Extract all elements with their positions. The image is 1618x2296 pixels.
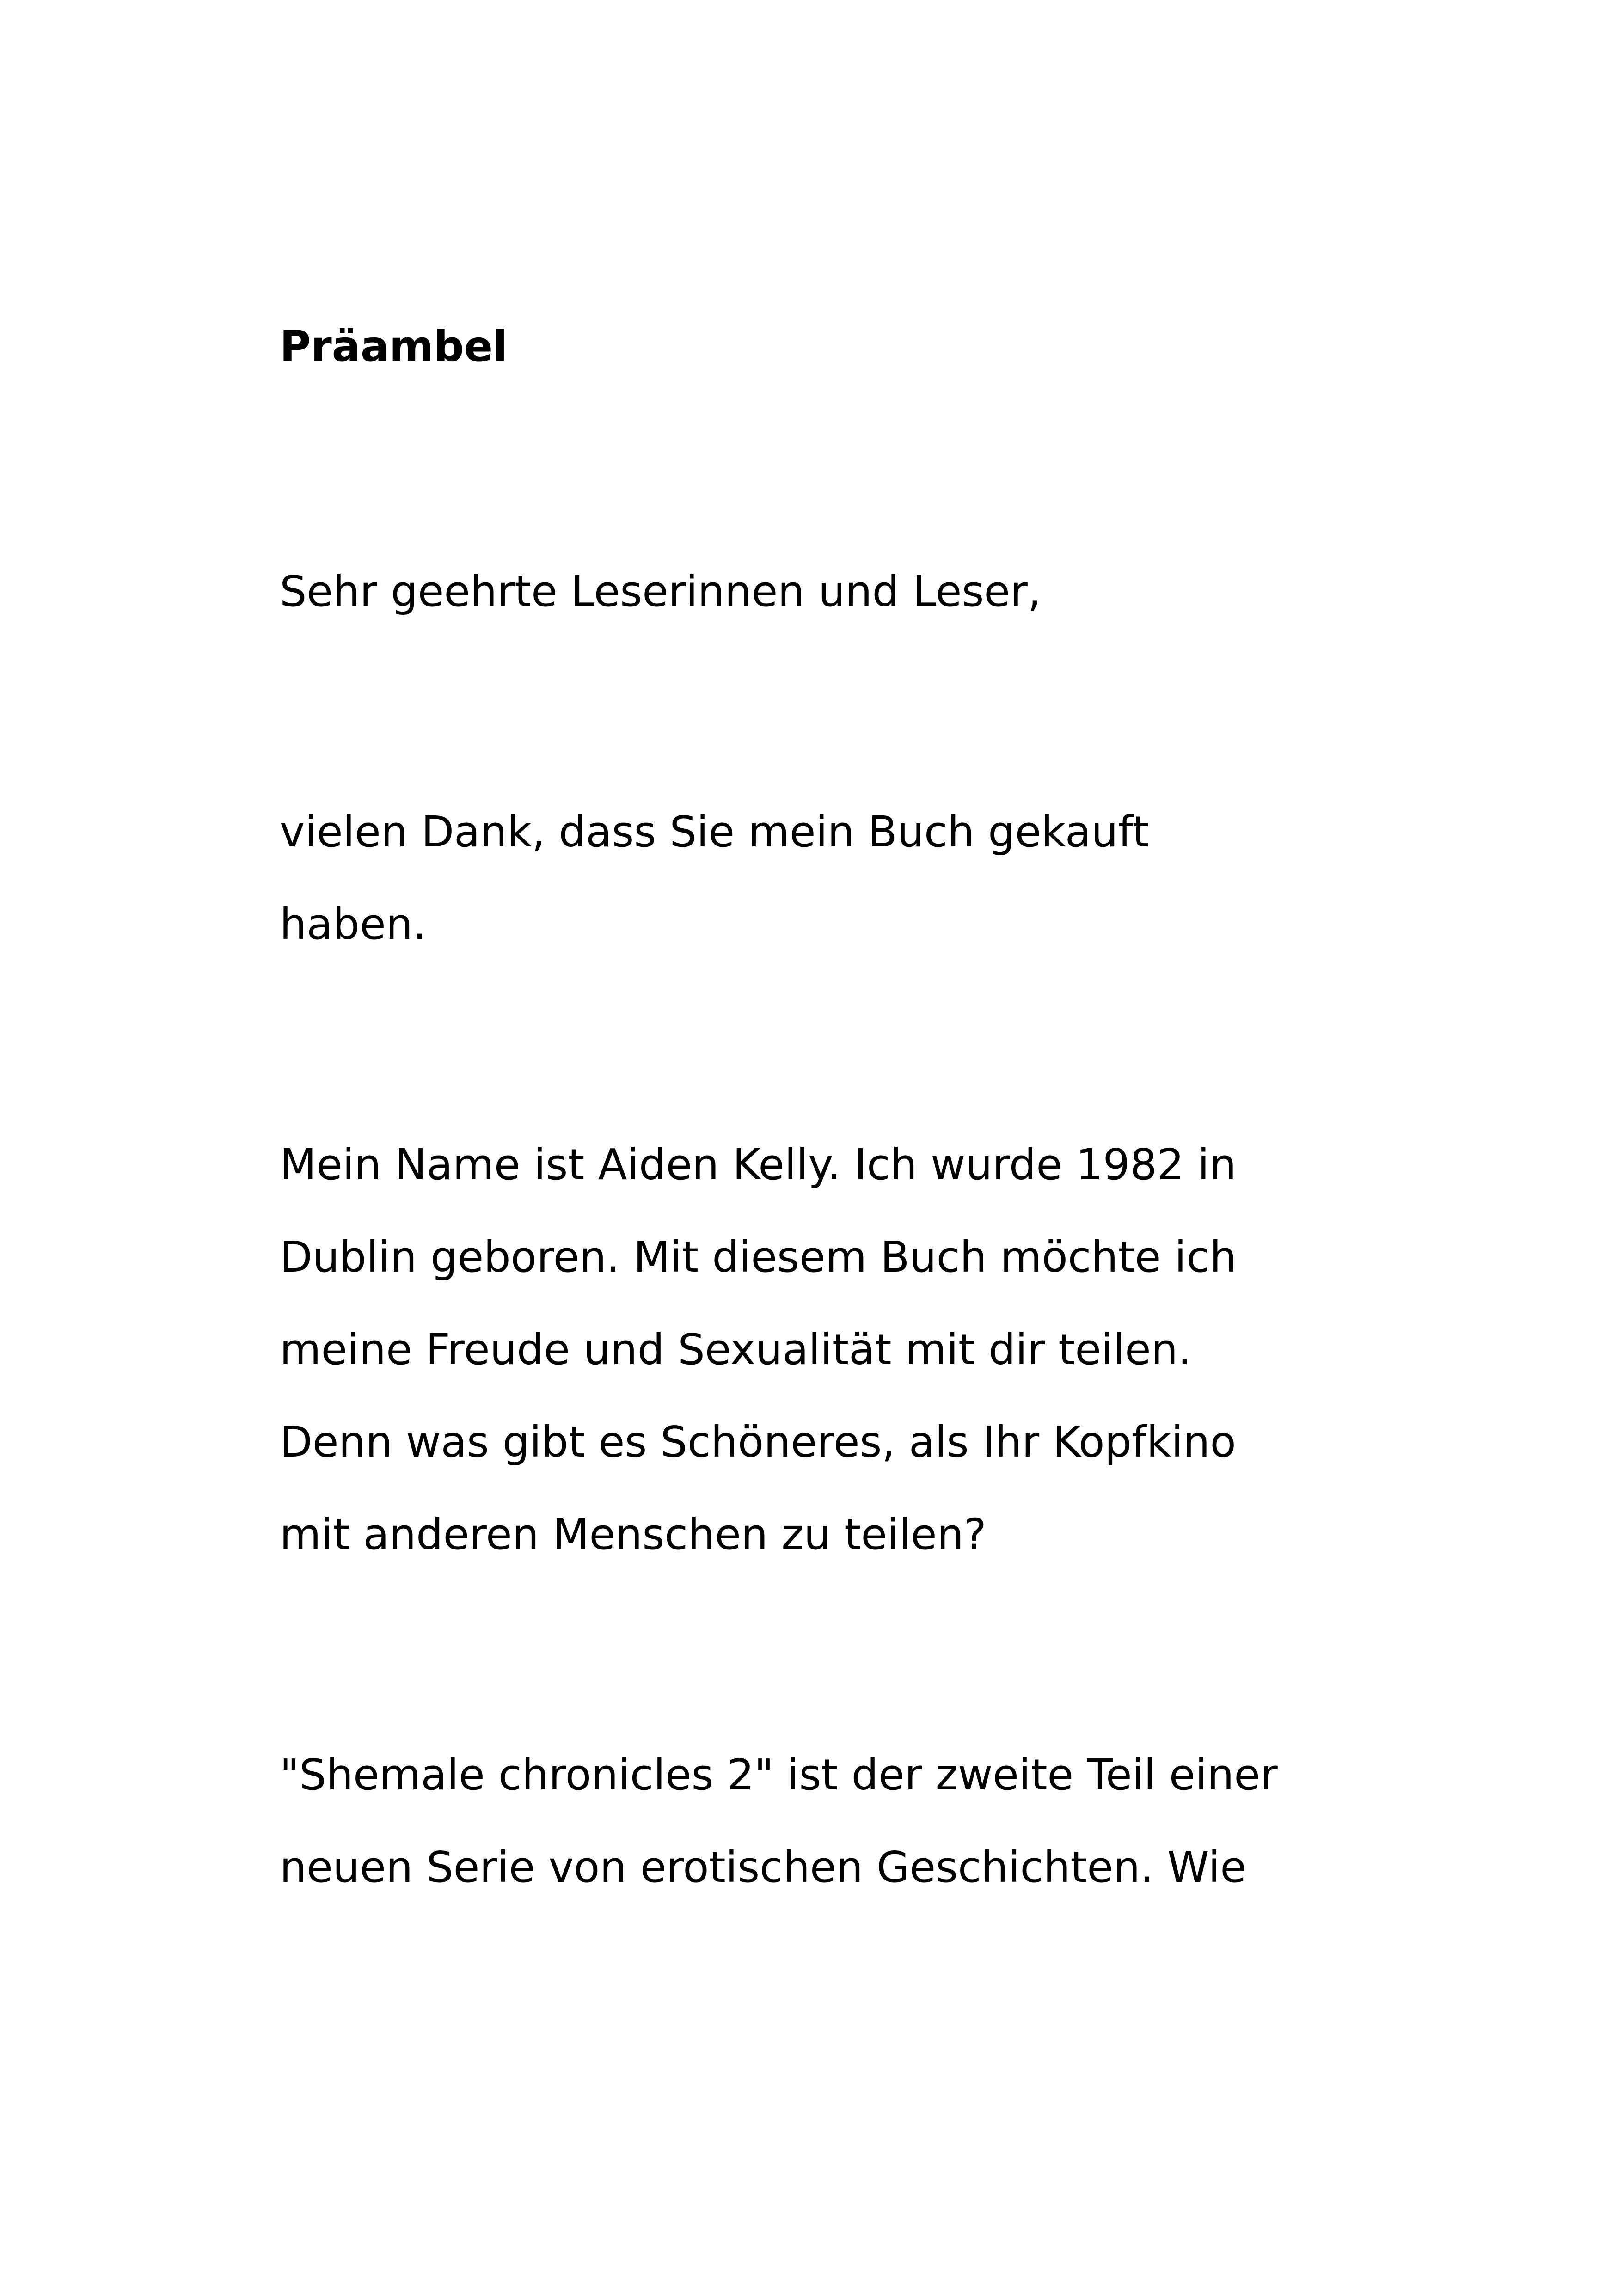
page-heading: Präambel (280, 322, 508, 371)
paragraph-thanks: vielen Dank, dass Sie mein Buch gekauft haben. (280, 807, 1149, 949)
paragraph-author-intro: Mein Name ist Aiden Kelly. Ich wurde 1982 in Dublin geboren. Mit diesem Buch möchte ich meine Freude und Sexualität mit dir teilen. Denn was gibt es Schöneres, als Ihr Kopfkino mit anderen Menschen zu teilen? (280, 1140, 1237, 1559)
salutation-text: Sehr geehrte Leserinnen und Leser, (280, 567, 1042, 616)
paragraph-series-intro: "Shemale chronicles 2" ist der zweite Teil einer neuen Serie von erotischen Geschichten. Wie (280, 1750, 1278, 1892)
